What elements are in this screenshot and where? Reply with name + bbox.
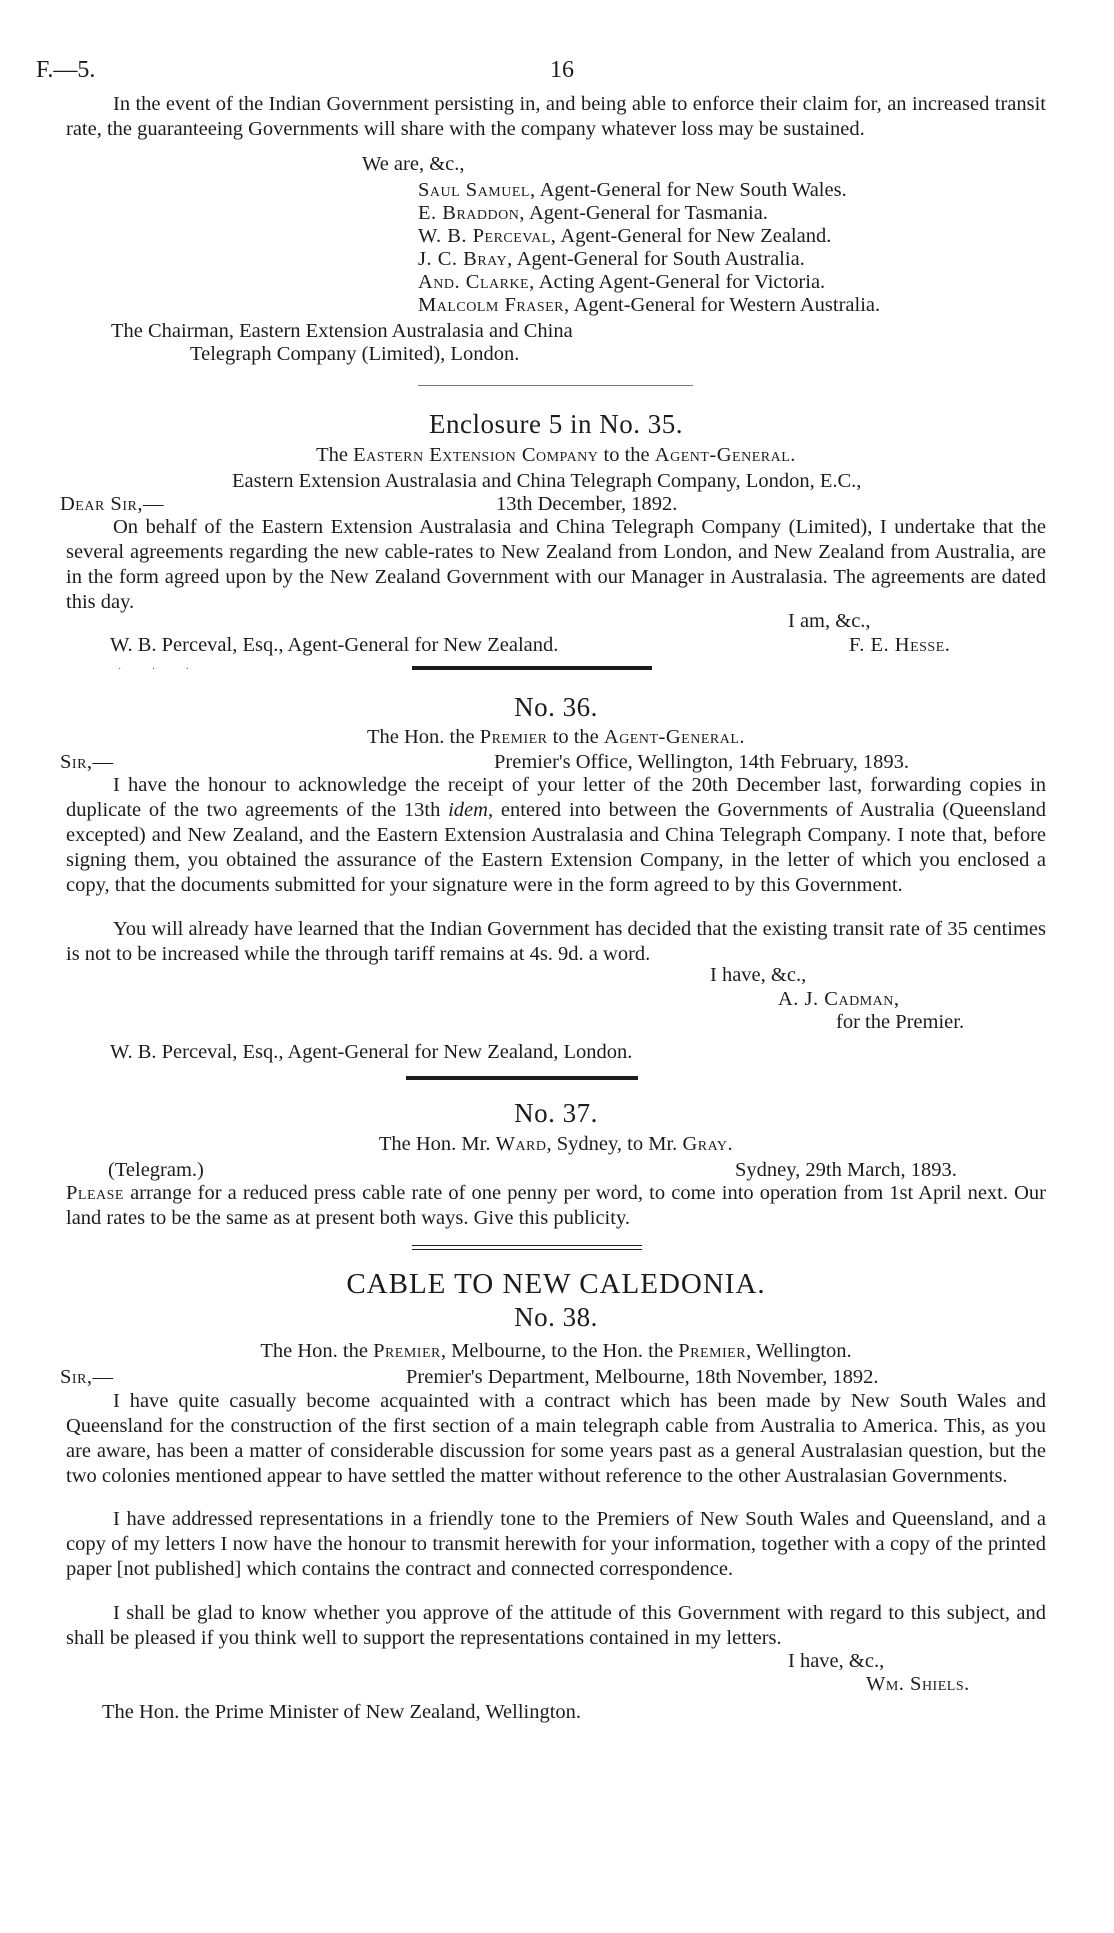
no-38-heading: No. 38. bbox=[514, 1302, 598, 1332]
section-divider bbox=[418, 385, 693, 386]
signatory-3: W. B. Perceval, Agent-General for New Zealand. bbox=[418, 225, 832, 247]
enclosure-5-closing: I am, &c., bbox=[788, 610, 871, 632]
section-divider-thick bbox=[406, 1076, 638, 1080]
section-divider-thick bbox=[412, 666, 652, 670]
addressee-line-2: Telegraph Company (Limited), London. bbox=[190, 343, 520, 365]
no-37-place-date: Sydney, 29th March, 1893. bbox=[735, 1159, 957, 1181]
section-divider-double-bottom bbox=[412, 1249, 642, 1250]
no-36-from-to: The Hon. the Premier to the Agent-General. bbox=[366, 726, 745, 748]
no-37-heading: No. 37. bbox=[514, 1098, 598, 1128]
addressee-line-1: The Chairman, Eastern Extension Australasia and China bbox=[111, 320, 573, 342]
enclosure-5-signature: F. E. Hesse. bbox=[849, 634, 951, 656]
no-37-paragraph: Please arrange for a reduced press cable rate of one penny per word, to come into operation from 1st April next. Our land rates to be the same as at present both ways. Give this publicity. bbox=[66, 1182, 1046, 1229]
enclosure-5-from-to: The Eastern Extension Company to the Agent-General. bbox=[316, 444, 796, 466]
no-36-salutation: Sir,— bbox=[60, 751, 114, 773]
no-37-from-to: The Hon. Mr. Ward, Sydney, to Mr. Gray. bbox=[378, 1133, 734, 1155]
no-36-place-date: Premier's Office, Wellington, 14th February, 1893. bbox=[494, 751, 910, 773]
signatory-4: J. C. Bray, Agent-General for South Australia. bbox=[418, 248, 805, 270]
no-38-place-date: Premier's Department, Melbourne, 18th November, 1892. bbox=[406, 1366, 879, 1388]
no-36-paragraph-2: You will already have learned that the Indian Government has decided that the existing transit rate of 35 centimes is not to be increased while the through tariff remains at 4s. 9d. a word. bbox=[66, 918, 1046, 965]
page-number: 16 bbox=[550, 57, 574, 83]
no-38-from-to: The Hon. the Premier, Melbourne, to the Hon. the Premier, Wellington. bbox=[260, 1340, 852, 1362]
no-36-heading: No. 36. bbox=[514, 692, 598, 722]
no-38-paragraph-1: I have quite casually become acquainted with a contract which has been made by New South Wales and Queensland for the construction of the first section of a main telegraph cable from Australia to America. This, as you are aware, has been a matter of considerable discussion for some years past as a general Australasian question, but the two colonies mentioned appear to have settled the matter without reference to the other Australasian Governments. bbox=[66, 1390, 1046, 1487]
no-36-signature-role: for the Premier. bbox=[836, 1011, 965, 1033]
document-reference: F.—5. bbox=[36, 57, 96, 83]
opening-paragraph: In the event of the Indian Government persisting in, and being able to enforce their claim for, an increased transit rate, the guaranteeing Governments will share with the company whatever loss may be sustained. bbox=[66, 93, 1046, 140]
enclosure-5-place: Eastern Extension Australasia and China Telegraph Company, London, E.C., bbox=[232, 470, 862, 492]
no-38-signature: Wm. Shiels. bbox=[866, 1673, 970, 1695]
no-36-closing: I have, &c., bbox=[710, 964, 807, 986]
no-38-paragraph-2: I have addressed representations in a friendly tone to the Premiers of New South Wales and Queensland, and a copy of my letters I now have the honour to transmit herewith for your information, together with a copy of the printed paper [not published] which contains the contract and connected correspondence. bbox=[66, 1508, 1046, 1580]
signatory-6: Malcolm Fraser, Agent-General for Western Australia. bbox=[418, 294, 881, 316]
cable-section-title: CABLE TO NEW CALEDONIA. bbox=[346, 1268, 766, 1300]
no-38-salutation: Sir,— bbox=[60, 1366, 114, 1388]
document-page bbox=[36, 0, 1046, 1933]
enclosure-5-paragraph: On behalf of the Eastern Extension Australasia and China Telegraph Company (Limited), I undertake that the several agreements regarding the new cable-rates to New Zealand from London, and New Zealand from Australia, are in the form agreed upon by the New Zealand Government with our Manager in Australasia. The agreements are dated this day. bbox=[66, 516, 1046, 613]
no-38-closing: I have, &c., bbox=[788, 1650, 885, 1672]
signatory-5: And. Clarke, Acting Agent-General for Victoria. bbox=[418, 271, 826, 293]
no-36-signature: A. J. Cadman, bbox=[778, 988, 900, 1010]
no-36-addressee: W. B. Perceval, Esq., Agent-General for New Zealand, London. bbox=[110, 1041, 633, 1063]
no-38-addressee: The Hon. the Prime Minister of New Zealand, Wellington. bbox=[102, 1701, 582, 1723]
enclosure-5-salutation: Dear Sir,— bbox=[60, 493, 164, 515]
no-38-paragraph-3: I shall be glad to know whether you approve of the attitude of this Government with regard to this subject, and shall be pleased if you think well to support the representations contained in my letters. bbox=[66, 1602, 1046, 1649]
enclosure-5-addressee: W. B. Perceval, Esq., Agent-General for New Zealand. bbox=[110, 634, 559, 656]
stray-dots: · · · bbox=[118, 664, 203, 675]
signatory-1: Saul Samuel, Agent-General for New South Wales. bbox=[418, 179, 847, 201]
no-37-telegram-label: (Telegram.) bbox=[108, 1159, 204, 1181]
no-36-paragraph-1: I have the honour to acknowledge the receipt of your letter of the 20th December last, forwarding copies in duplicate of the two agreements of the 13th idem, entered into between the Governments of Australia (Queensland excepted) and New Zealand, and the Eastern Extension Australasia and China Telegraph Company. I note that, before signing them, you obtained the assurance of the Eastern Extension Company, in the letter of which you enclosed a copy, that the documents submitted for your signature were in the form agreed to by this Government. bbox=[66, 774, 1046, 896]
enclosure-5-heading: Enclosure 5 in No. 35. bbox=[429, 409, 683, 439]
closing-we-are: We are, &c., bbox=[362, 153, 465, 175]
section-divider-double-top bbox=[412, 1245, 642, 1246]
signatory-2: E. Braddon, Agent-General for Tasmania. bbox=[418, 202, 768, 224]
enclosure-5-date: 13th December, 1892. bbox=[496, 493, 678, 515]
